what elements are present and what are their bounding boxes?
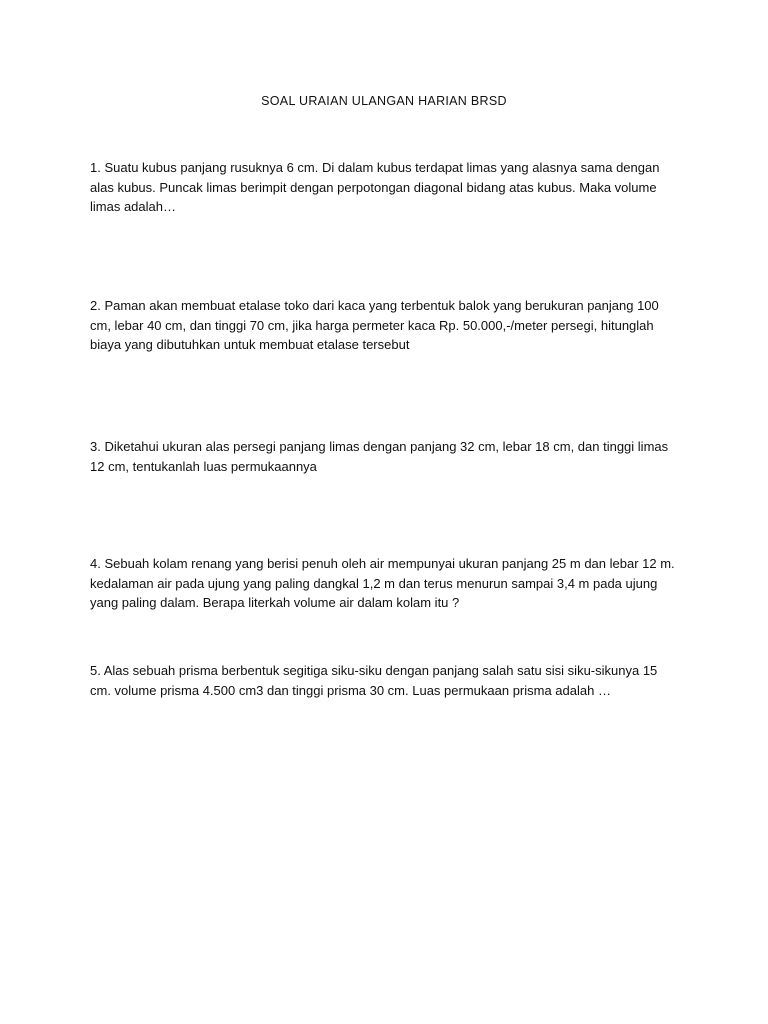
question-1: 1. Suatu kubus panjang rusuknya 6 cm. Di dalam kubus terdapat limas yang alasnya sama dengan alas kubus. Puncak limas berimpit dengan perpotongan diagonal bidang atas kubus. Maka volume limas adalah… <box>90 160 660 214</box>
question-4: 4. Sebuah kolam renang yang berisi penuh oleh air mempunyai ukuran panjang 25 m dan lebar 12 m. kedalaman air pada ujung yang paling dangkal 1,2 m dan terus menurun sampai 3,4 m pada ujung yang paling dalam. Berapa literkah volume air dalam kolam itu ? <box>90 556 675 610</box>
question-3: 3. Diketahui ukuran alas persegi panjang limas dengan panjang 32 cm, lebar 18 cm, dan tinggi limas 12 cm, tentukanlah luas permukaannya <box>90 439 669 474</box>
question-5: 5. Alas sebuah prisma berbentuk segitiga siku-siku dengan panjang salah satu sisi siku-sikunya 15 cm. volume prisma 4.500 cm3 dan tinggi prisma 30 cm. Luas permukaan prisma adalah … <box>90 663 658 698</box>
question-2: 2. Paman akan membuat etalase toko dari kaca yang terbentuk balok yang berukuran panjang 100 cm, lebar 40 cm, dan tinggi 70 cm, jika harga permeter kaca Rp. 50.000,-/meter persegi, hitunglah biaya yang dibutuhkan untuk membuat etalase tersebut <box>90 298 659 352</box>
document-title: SOAL URAIAN ULANGAN HARIAN BRSD <box>261 94 507 108</box>
